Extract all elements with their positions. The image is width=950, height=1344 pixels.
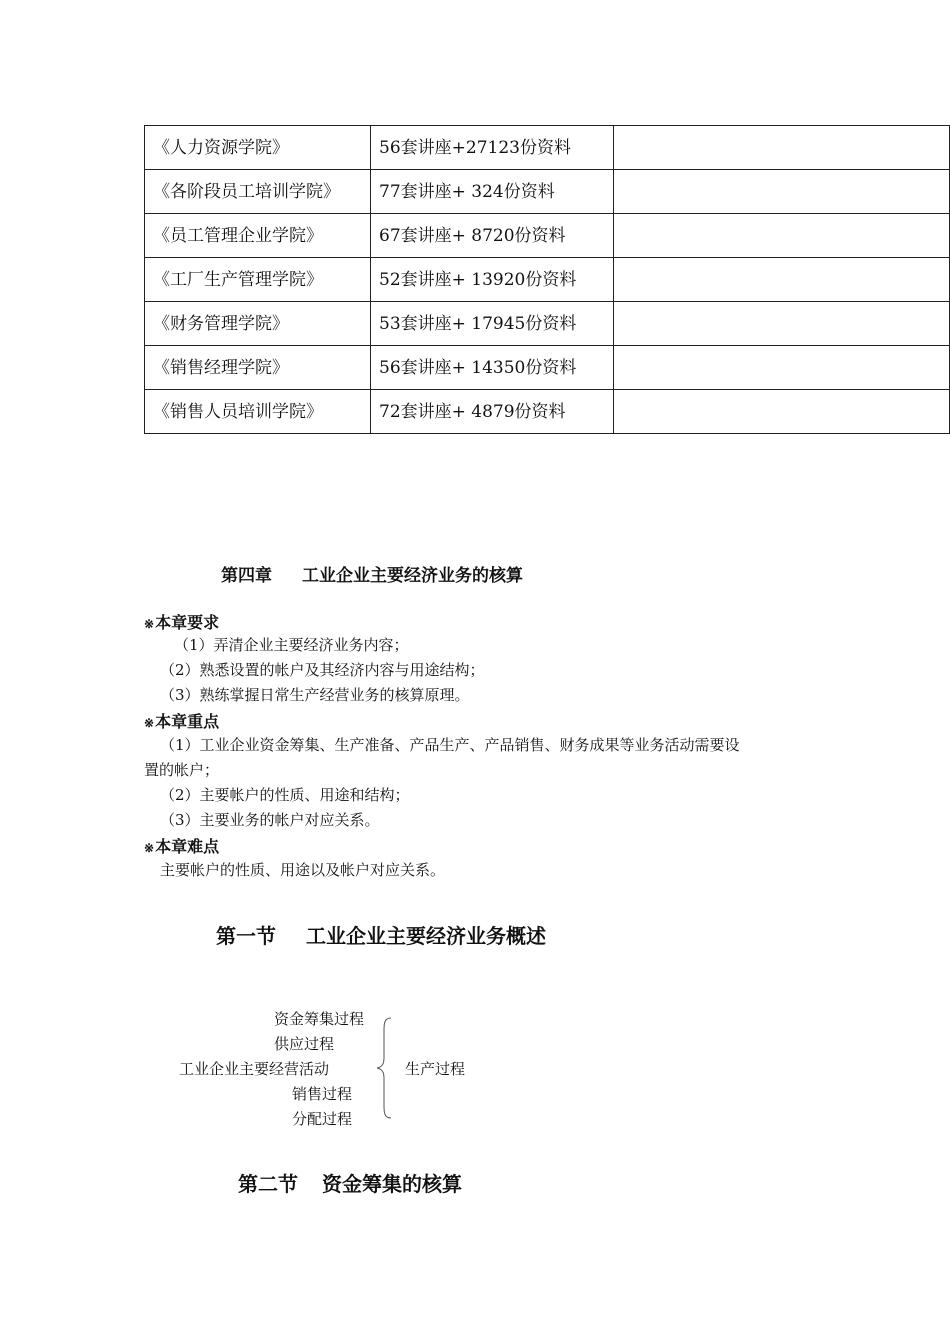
key-point-item: （1）工业企业资金筹集、生产准备、产品生产、产品销售、财务成果等业务活动需要设 <box>160 736 740 754</box>
table-row <box>145 390 950 434</box>
diagram-item: 分配过程 <box>292 1110 353 1128</box>
table-cell-name: 《员工管理企业学院》 <box>145 214 371 258</box>
table-cell-name: 《财务管理学院》 <box>145 302 371 346</box>
table-cell-note <box>614 126 950 170</box>
diagram-group-label: 生产过程 <box>405 1060 466 1078</box>
table-cell-content: 72套讲座+ 4879份资料 <box>371 390 614 434</box>
brace-icon <box>374 1016 394 1120</box>
diagram-item: 销售过程 <box>292 1085 353 1103</box>
table-cell-content: 52套讲座+ 13920份资料 <box>371 258 614 302</box>
key-point-item: 置的帐户； <box>144 761 220 779</box>
table-cell-note <box>614 170 950 214</box>
table-cell-content: 67套讲座+ 8720份资料 <box>371 214 614 258</box>
course-resource-table <box>144 125 950 434</box>
key-point-item: （2）主要帐户的性质、用途和结构； <box>160 786 410 804</box>
section-one-heading <box>216 920 546 949</box>
table-row <box>145 214 950 258</box>
table-cell-note <box>614 258 950 302</box>
section-number: 第一节 <box>216 924 276 948</box>
diagram-root: 工业企业主要经营活动 <box>179 1060 330 1078</box>
diagram-item: 供应过程 <box>274 1035 335 1053</box>
section-number: 第二节 <box>238 1172 298 1196</box>
table-cell-note <box>614 214 950 258</box>
requirement-item: （1）弄清企业主要经济业务内容； <box>174 636 409 654</box>
requirements-heading: ※本章要求 <box>144 613 220 632</box>
section-title: 工业企业主要经济业务概述 <box>306 924 546 948</box>
diagram-item: 资金筹集过程 <box>274 1010 365 1028</box>
section-two-heading <box>238 1168 462 1197</box>
requirement-item: （2）熟悉设置的帐户及其经济内容与用途结构； <box>160 661 485 679</box>
table-row <box>145 170 950 214</box>
table-row <box>145 258 950 302</box>
section-title: 资金筹集的核算 <box>322 1172 462 1196</box>
table-cell-note <box>614 346 950 390</box>
chapter-title: 工业企业主要经济业务的核算 <box>302 566 523 586</box>
key-point-item: （3）主要业务的帐户对应关系。 <box>160 811 380 829</box>
table-cell-note <box>614 302 950 346</box>
chapter-number: 第四章 <box>221 566 272 586</box>
requirement-item: （3）熟练掌握日常生产经营业务的核算原理。 <box>160 686 470 704</box>
reference-mark-icon: ※ <box>144 716 155 730</box>
reference-mark-icon: ※ <box>144 841 155 855</box>
table-row <box>145 302 950 346</box>
table-row <box>145 346 950 390</box>
table-cell-content: 53套讲座+ 17945份资料 <box>371 302 614 346</box>
table-cell-name: 《各阶段员工培训学院》 <box>145 170 371 214</box>
key-points-heading: ※本章重点 <box>144 712 220 731</box>
chapter-heading <box>221 561 523 586</box>
table-cell-note <box>614 390 950 434</box>
table-cell-name: 《销售人员培训学院》 <box>145 390 371 434</box>
table-cell-content: 77套讲座+ 324份资料 <box>371 170 614 214</box>
table-cell-content: 56套讲座+27123份资料 <box>371 126 614 170</box>
table-cell-name: 《人力资源学院》 <box>145 126 371 170</box>
table-cell-content: 56套讲座+ 14350份资料 <box>371 346 614 390</box>
difficulty-item: 主要帐户的性质、用途以及帐户对应关系。 <box>160 861 446 879</box>
table-cell-name: 《工厂生产管理学院》 <box>145 258 371 302</box>
difficulties-heading: ※本章难点 <box>144 837 220 856</box>
table-row <box>145 126 950 170</box>
reference-mark-icon: ※ <box>144 617 155 631</box>
table-cell-name: 《销售经理学院》 <box>145 346 371 390</box>
